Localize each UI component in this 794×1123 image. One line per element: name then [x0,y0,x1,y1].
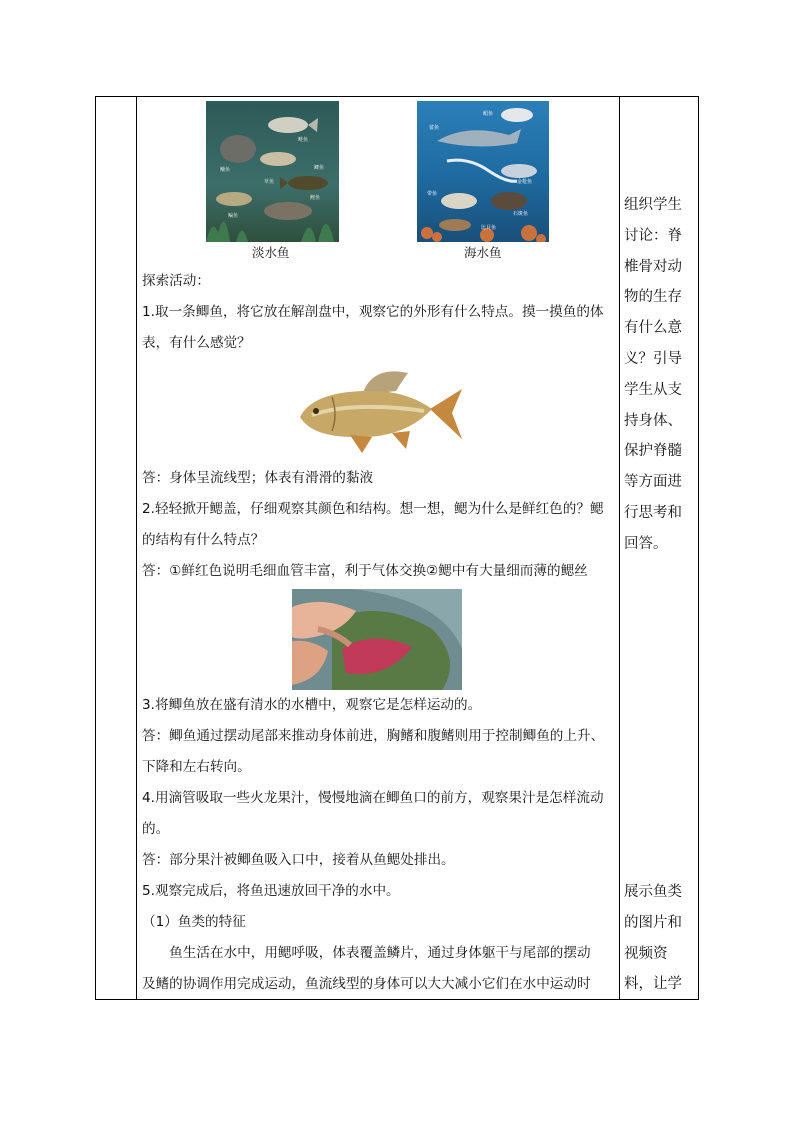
question-4-line-1: 4.用滴管吸取一些火龙果汁，慢慢地滴在鲫鱼口的前方，观察果汁是怎样流动 [142,790,604,806]
answer-3-line-1: 答：鲫鱼通过摆动尾部来推动身体前进，胸鳍和腹鳍则用于控制鲫鱼的上升、 [142,728,605,744]
activity-line: 义？引导 [624,350,682,367]
freshwater-label-2: 鳙鱼 [220,167,231,173]
activity-line: 展示鱼类 [624,884,682,900]
paragraph-line-2: 及鳍的协调作用完成运动，鱼流线型的身体可以大大减小它们在水中运动时 [142,976,591,992]
activity-line: 组织学生 [624,197,682,213]
question-2-line-1: 2.轻轻掀开鳃盖，仔细观察其颜色和结构。想一想，鳃为什么是鲜红色的？鳃 [142,501,604,517]
activity-line: 的图片和 [624,914,682,931]
column-divider-right [619,97,620,999]
activity-line: 物的生存 [624,289,682,306]
activity-line: 行思考和 [624,504,682,521]
section-fish-features: （1）鱼类的特征 [142,914,246,930]
question-3: 3.将鲫鱼放在盛有清水的水槽中，观察它是怎样运动的。 [142,697,482,713]
crucian-carp-image [292,361,468,455]
lesson-table [95,96,699,1000]
activity-line: 学生从支 [624,381,682,398]
column-divider-left [136,97,137,999]
question-2-line-2: 的结构有什么特点？ [142,532,265,548]
activity-line: 料，让学 [624,976,682,993]
marine-label-2: 鲳鱼 [483,111,494,117]
fish-gill-photo [292,589,462,690]
activity-line: 视频资 [624,945,668,962]
activity-line: 椎骨对动 [624,258,682,275]
answer-4: 答：部分果汁被鲫鱼吸入口中，接着从鱼鳃处排出。 [142,852,455,868]
question-1-line-1: 1.取一条鲫鱼，将它放在解剖盘中，观察它的外形有什么特点。摸一摸鱼的体 [142,304,604,320]
activity-line: 有什么意 [624,320,682,337]
freshwater-fish-image [206,101,339,242]
teacher-activity-showcase [624,877,696,1000]
activity-line: 讨论：脊 [624,227,682,244]
answer-3-line-2: 下降和左右转向。 [142,759,251,775]
paragraph-line-1: 鱼生活在水中，用鳃呼吸，体表覆盖鳞片，通过身体躯干与尾部的摆动 [142,945,591,961]
freshwater-label-1: 鲢鱼 [298,137,309,143]
marine-label-3: 带鱼 [427,191,438,197]
marine-label-1: 鲨鱼 [429,125,440,131]
question-5: 5.观察完成后，将鱼迅速放回干净的水中。 [142,883,400,899]
explore-heading: 探索活动： [142,273,210,289]
freshwater-label-3: 草鱼 [264,179,275,185]
freshwater-label-6: 鳊鱼 [228,213,239,219]
activity-line: 保护脊髓 [624,443,682,460]
marine-label-5: 石斑鱼 [513,211,529,217]
answer-2: 答：①鲜红色说明毛细血管丰富，利于气体交换②鳃中有大量细而薄的鳃丝 [142,563,588,579]
marine-label-4: 金枪鱼 [517,179,533,185]
question-1-line-2: 表，有什么感觉？ [142,335,251,351]
marine-fish-image [417,101,549,242]
answer-1: 答：身体呈流线型；体表有滑滑的黏液 [142,470,374,486]
marine-label-6: 比目鱼 [481,225,497,231]
freshwater-caption: 淡水鱼 [252,245,290,260]
teacher-activity-discussion [624,190,696,560]
question-4-line-2: 的。 [142,821,170,837]
activity-line: 持身体、 [624,412,682,429]
activity-line: 回答。 [624,535,668,552]
freshwater-label-4: 鲫鱼 [314,165,325,171]
activity-line: 等方面进 [624,474,682,491]
marine-caption: 海水鱼 [464,245,502,260]
freshwater-label-5: 鲤鱼 [310,195,321,201]
